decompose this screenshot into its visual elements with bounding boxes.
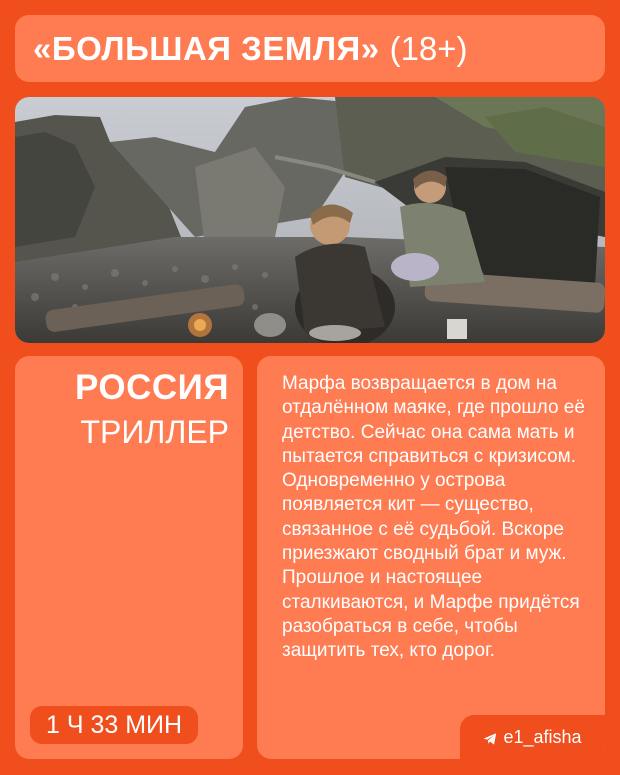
info-card [15, 356, 243, 759]
movie-still-picture [15, 97, 605, 343]
movie-title: «БОЛЬШАЯ ЗЕМЛЯ» [33, 29, 380, 67]
genre-label: ТРИЛЛЕР [80, 414, 229, 450]
movie-still [15, 97, 605, 343]
country-label: РОССИЯ [75, 368, 229, 407]
channel-handle: e1_afisha [503, 726, 582, 747]
description-card [257, 356, 605, 759]
title-card [15, 15, 605, 82]
channel-badge[interactable] [460, 715, 605, 759]
age-rating: (18+) [389, 29, 468, 67]
telegram-icon [483, 730, 497, 744]
movie-description: Марфа возвращается в дом на отдалённом маяке, где прошло её детство. Сейчас она сама мать и пытается справиться с кризисом. Одновременно у острова появляется кит — существо, связанное с её судьбой. Вскоре приезжают сводный брат и муж. Прошлое и настоящее сталкиваются, и Марфе придётся разобраться в себе, чтобы защитить тех, кто дорог. [282, 373, 585, 662]
duration-badge: 1 Ч 33 МИН [30, 706, 198, 744]
